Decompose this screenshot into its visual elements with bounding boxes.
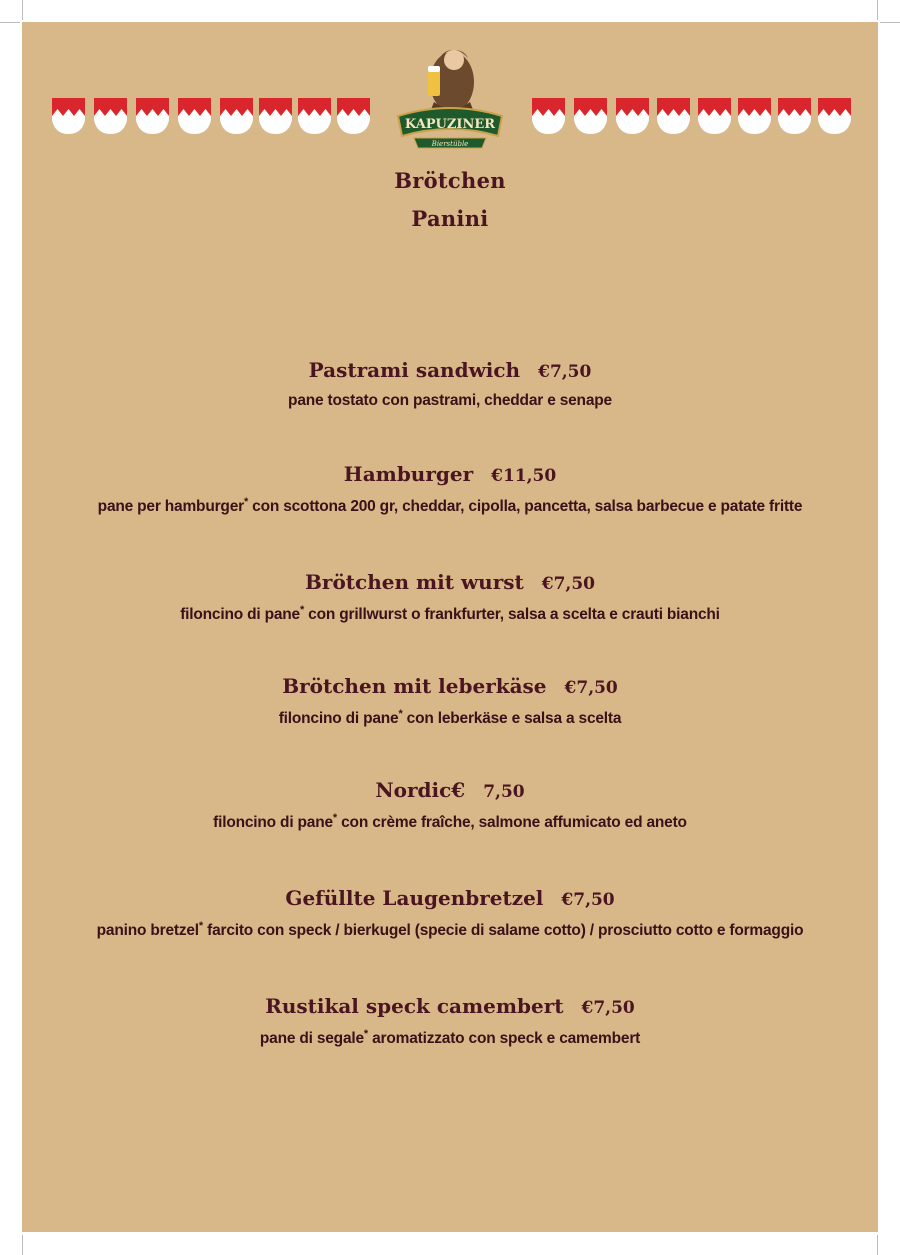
item-name: Brötchen mit wurst bbox=[305, 570, 524, 594]
item-description-text: aromatizzato con speck e camembert bbox=[372, 1030, 641, 1048]
item-price: €7,50 bbox=[581, 998, 635, 1018]
crop-mark bbox=[22, 1235, 23, 1255]
menu-item bbox=[22, 358, 878, 410]
franconian-flag-icon bbox=[778, 98, 811, 134]
item-description bbox=[22, 392, 878, 410]
item-description-text: con crème fraîche, salmone affumicato ed aneto bbox=[341, 814, 687, 832]
section-title: Brötchen bbox=[394, 168, 506, 193]
footnote-asterisk: * bbox=[398, 708, 403, 720]
franconian-flag-icon bbox=[616, 98, 649, 134]
section-subtitle: Panini bbox=[411, 206, 489, 231]
item-name: Nordic€ bbox=[375, 778, 466, 802]
item-price: €7,50 bbox=[541, 574, 595, 594]
menu-item bbox=[22, 886, 878, 940]
franconian-flag-icon bbox=[136, 98, 169, 134]
footnote-asterisk: * bbox=[243, 496, 249, 508]
item-name: Brötchen mit leberkäse bbox=[282, 674, 547, 698]
item-description-text: pane di segale bbox=[259, 1030, 364, 1048]
item-description-text: pane per hamburger bbox=[97, 498, 244, 516]
franconian-flag-icon bbox=[698, 98, 731, 134]
item-description bbox=[22, 496, 878, 516]
franconian-flag-icon bbox=[178, 98, 211, 134]
item-price: 7,50 bbox=[483, 782, 525, 802]
crop-mark bbox=[22, 0, 23, 20]
item-description bbox=[22, 920, 878, 940]
item-name: Gefüllte Laugenbretzel bbox=[285, 886, 544, 910]
menu-item bbox=[22, 674, 878, 728]
footnote-asterisk: * bbox=[332, 812, 338, 824]
franconian-flag-icon bbox=[818, 98, 851, 134]
item-name: Rustikal speck camembert bbox=[265, 994, 564, 1018]
item-description bbox=[22, 708, 878, 728]
footnote-asterisk: * bbox=[198, 920, 203, 932]
item-description bbox=[22, 1028, 878, 1048]
footnote-asterisk: * bbox=[299, 604, 305, 616]
franconian-flag-icon bbox=[574, 98, 607, 134]
menu-item bbox=[22, 778, 878, 832]
item-description-text: con scottona 200 gr, cheddar, cipolla, pancetta, salsa barbecue e patate fritte bbox=[252, 498, 803, 516]
menu-item bbox=[22, 570, 878, 624]
item-description-text: con grillwurst o frankfurter, salsa a scelta e crauti bianchi bbox=[308, 606, 720, 624]
crop-mark bbox=[880, 22, 900, 23]
menu-item bbox=[22, 462, 878, 516]
item-description-text: pane tostato con pastrami, cheddar e senape bbox=[288, 392, 612, 409]
franconian-flag-icon bbox=[337, 98, 370, 134]
franconian-flag-icon bbox=[738, 98, 771, 134]
crop-mark bbox=[0, 22, 20, 23]
item-description-text: con leberkäse e salsa a scelta bbox=[406, 710, 622, 728]
item-description-text: farcito con speck / bierkugel (specie di salame cotto) / prosciutto cotto e formaggio bbox=[207, 922, 804, 940]
item-price: €7,50 bbox=[564, 678, 618, 698]
item-description bbox=[22, 812, 878, 832]
crop-mark bbox=[877, 1235, 878, 1255]
franconian-flag-icon bbox=[532, 98, 565, 134]
item-price: €7,50 bbox=[538, 362, 592, 382]
menu-item bbox=[22, 994, 878, 1048]
franconian-flag-icon bbox=[220, 98, 253, 134]
franconian-flag-icon bbox=[298, 98, 331, 134]
item-name: Pastrami sandwich bbox=[308, 358, 521, 382]
item-description-text: filoncino di pane bbox=[278, 710, 399, 728]
item-price: €7,50 bbox=[561, 890, 615, 910]
logo-subtitle: Bierstüble bbox=[431, 140, 469, 148]
item-description bbox=[22, 604, 878, 624]
item-price: €11,50 bbox=[491, 466, 557, 486]
franconian-flag-icon bbox=[657, 98, 690, 134]
franconian-flag-icon bbox=[259, 98, 292, 134]
item-name: Hamburger bbox=[343, 462, 474, 486]
crop-mark bbox=[877, 0, 878, 20]
franconian-flag-icon bbox=[94, 98, 127, 134]
monk-with-beer-logo-icon bbox=[394, 40, 506, 150]
footnote-asterisk: * bbox=[363, 1028, 368, 1040]
franconian-flag-icon bbox=[52, 98, 85, 134]
logo-wordmark: KAPUZINER bbox=[404, 117, 496, 132]
item-description-text: filoncino di pane bbox=[213, 814, 333, 832]
item-description-text: filoncino di pane bbox=[180, 606, 300, 624]
item-description-text: panino bretzel bbox=[96, 922, 199, 940]
menu-page bbox=[22, 22, 878, 1232]
